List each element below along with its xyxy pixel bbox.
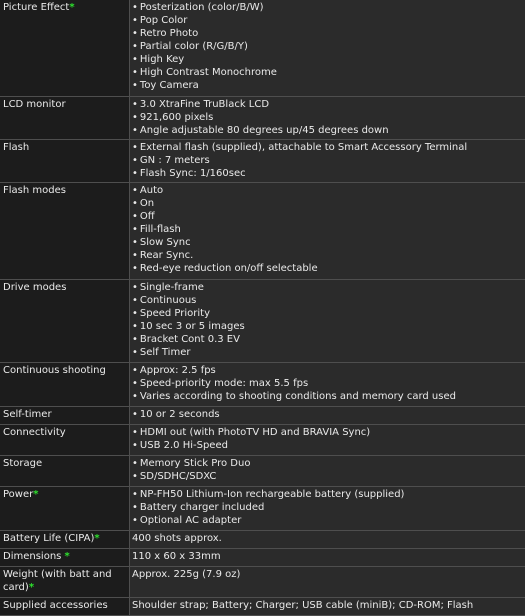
spec-value-flash-modes bbox=[130, 183, 525, 280]
list-item: • Single-frame bbox=[132, 281, 523, 294]
spec-value-battery-life-cipa bbox=[130, 531, 525, 549]
spec-value-text: Shoulder strap; Battery; Charger; USB cable (miniB); CD-ROM; Flash bbox=[132, 600, 474, 611]
list-item: • SD/SDHC/SDXC bbox=[132, 470, 523, 483]
list-item: • Flash Sync: 1/160sec bbox=[132, 167, 523, 180]
list-item: • Battery charger included bbox=[132, 501, 523, 514]
spec-label-continuous-shooting bbox=[0, 363, 130, 407]
asterisk-marker: * bbox=[28, 582, 35, 593]
spec-value-supplied-accessories bbox=[130, 598, 525, 616]
list-item: • Red-eye reduction on/off selectable bbox=[132, 262, 523, 275]
spec-value-text: 400 shots approx. bbox=[132, 533, 222, 544]
spec-label-flash-modes bbox=[0, 183, 130, 280]
list-item: • Pop Color bbox=[132, 14, 523, 27]
spec-label-text: Picture Effect bbox=[3, 2, 70, 13]
spec-value-power bbox=[130, 487, 525, 531]
spec-value-list bbox=[132, 457, 523, 483]
spec-value-list bbox=[132, 426, 523, 452]
spec-value-list bbox=[132, 141, 523, 180]
spec-label-text: Battery Life (CIPA) bbox=[3, 533, 95, 544]
spec-label-text: Supplied accessories bbox=[3, 600, 108, 611]
list-item: • Auto bbox=[132, 184, 523, 197]
list-item: • 10 or 2 seconds bbox=[132, 408, 523, 421]
spec-value-picture-effect bbox=[130, 0, 525, 97]
list-item: • Approx: 2.5 fps bbox=[132, 364, 523, 377]
list-item: • Varies according to shooting conditions and memory card used bbox=[132, 390, 523, 403]
list-item: • Bracket Cont 0.3 EV bbox=[132, 333, 523, 346]
spec-label-text: LCD monitor bbox=[3, 99, 66, 110]
list-item: • Slow Sync bbox=[132, 236, 523, 249]
spec-value-continuous-shooting bbox=[130, 363, 525, 407]
spec-label-flash bbox=[0, 140, 130, 183]
spec-label-connectivity bbox=[0, 425, 130, 456]
spec-label-supplied-accessories bbox=[0, 598, 130, 616]
spec-value-weight-with-batt-and-card bbox=[130, 567, 525, 598]
spec-label-text: Flash modes bbox=[3, 185, 66, 196]
list-item: • External flash (supplied), attachable to Smart Accessory Terminal bbox=[132, 141, 523, 154]
list-item: • Fill-flash bbox=[132, 223, 523, 236]
spec-label-text: Flash bbox=[3, 142, 30, 153]
spec-value-text: Approx. 225g (7.9 oz) bbox=[132, 569, 241, 580]
spec-label-power bbox=[0, 487, 130, 531]
list-item: • High Key bbox=[132, 53, 523, 66]
spec-value-list bbox=[132, 184, 523, 275]
list-item: • On bbox=[132, 197, 523, 210]
spec-value-list bbox=[132, 488, 523, 527]
list-item: • Retro Photo bbox=[132, 27, 523, 40]
list-item: • Memory Stick Pro Duo bbox=[132, 457, 523, 470]
spec-value-list bbox=[132, 364, 523, 403]
spec-label-text: Self-timer bbox=[3, 409, 52, 420]
spec-label-text: Drive modes bbox=[3, 282, 67, 293]
asterisk-marker: * bbox=[64, 551, 70, 562]
list-item: • GN : 7 meters bbox=[132, 154, 523, 167]
list-item: • Off bbox=[132, 210, 523, 223]
spec-label-text: Dimensions bbox=[3, 551, 65, 562]
asterisk-marker: * bbox=[33, 489, 39, 500]
list-item: • Continuous bbox=[132, 294, 523, 307]
spec-label-text: Storage bbox=[3, 458, 43, 469]
list-item: • Self Timer bbox=[132, 346, 523, 359]
list-item: • High Contrast Monochrome bbox=[132, 66, 523, 79]
list-item: • USB 2.0 Hi-Speed bbox=[132, 439, 523, 452]
spec-value-lcd-monitor bbox=[130, 97, 525, 140]
spec-label-lcd-monitor bbox=[0, 97, 130, 140]
list-item: • Rear Sync. bbox=[132, 249, 523, 262]
spec-value-connectivity bbox=[130, 425, 525, 456]
spec-value-list bbox=[132, 408, 523, 421]
spec-label-battery-life-cipa bbox=[0, 531, 130, 549]
spec-value-self-timer bbox=[130, 407, 525, 425]
spec-value-list bbox=[132, 281, 523, 359]
list-item: • 921,600 pixels bbox=[132, 111, 523, 124]
spec-value-flash bbox=[130, 140, 525, 183]
list-item: • Speed-priority mode: max 5.5 fps bbox=[132, 377, 523, 390]
list-item: • 10 sec 3 or 5 images bbox=[132, 320, 523, 333]
spec-value-list bbox=[132, 1, 523, 92]
spec-label-text: Continuous shooting bbox=[3, 365, 106, 376]
spec-label-picture-effect bbox=[0, 0, 130, 97]
spec-label-drive-modes bbox=[0, 280, 130, 363]
spec-value-storage bbox=[130, 456, 525, 487]
spec-label-text: Power bbox=[3, 489, 34, 500]
list-item: • 3.0 XtraFine TruBlack LCD bbox=[132, 98, 523, 111]
asterisk-marker: * bbox=[69, 2, 75, 13]
list-item: • Angle adjustable 80 degrees up/45 degrees down bbox=[132, 124, 523, 137]
spec-label-text: Weight (with batt and card) bbox=[3, 569, 112, 593]
spec-value-text: 110 x 60 x 33mm bbox=[132, 551, 221, 562]
spec-label-weight-with-batt-and-card bbox=[0, 567, 130, 598]
list-item: • NP-FH50 Lithium-Ion rechargeable battery (supplied) bbox=[132, 488, 523, 501]
list-item: • Partial color (R/G/B/Y) bbox=[132, 40, 523, 53]
spec-value-dimensions bbox=[130, 549, 525, 567]
asterisk-marker: * bbox=[94, 533, 100, 544]
list-item: • Toy Camera bbox=[132, 79, 523, 92]
list-item: • Posterization (color/B/W) bbox=[132, 1, 523, 14]
list-item: • Speed Priority bbox=[132, 307, 523, 320]
spec-label-dimensions bbox=[0, 549, 130, 567]
list-item: • HDMI out (with PhotoTV HD and BRAVIA Sync) bbox=[132, 426, 523, 439]
spec-label-storage bbox=[0, 456, 130, 487]
spec-value-list bbox=[132, 98, 523, 137]
spec-label-text: Connectivity bbox=[3, 427, 66, 438]
spec-value-drive-modes bbox=[130, 280, 525, 363]
spec-label-self-timer bbox=[0, 407, 130, 425]
list-item: • Optional AC adapter bbox=[132, 514, 523, 527]
